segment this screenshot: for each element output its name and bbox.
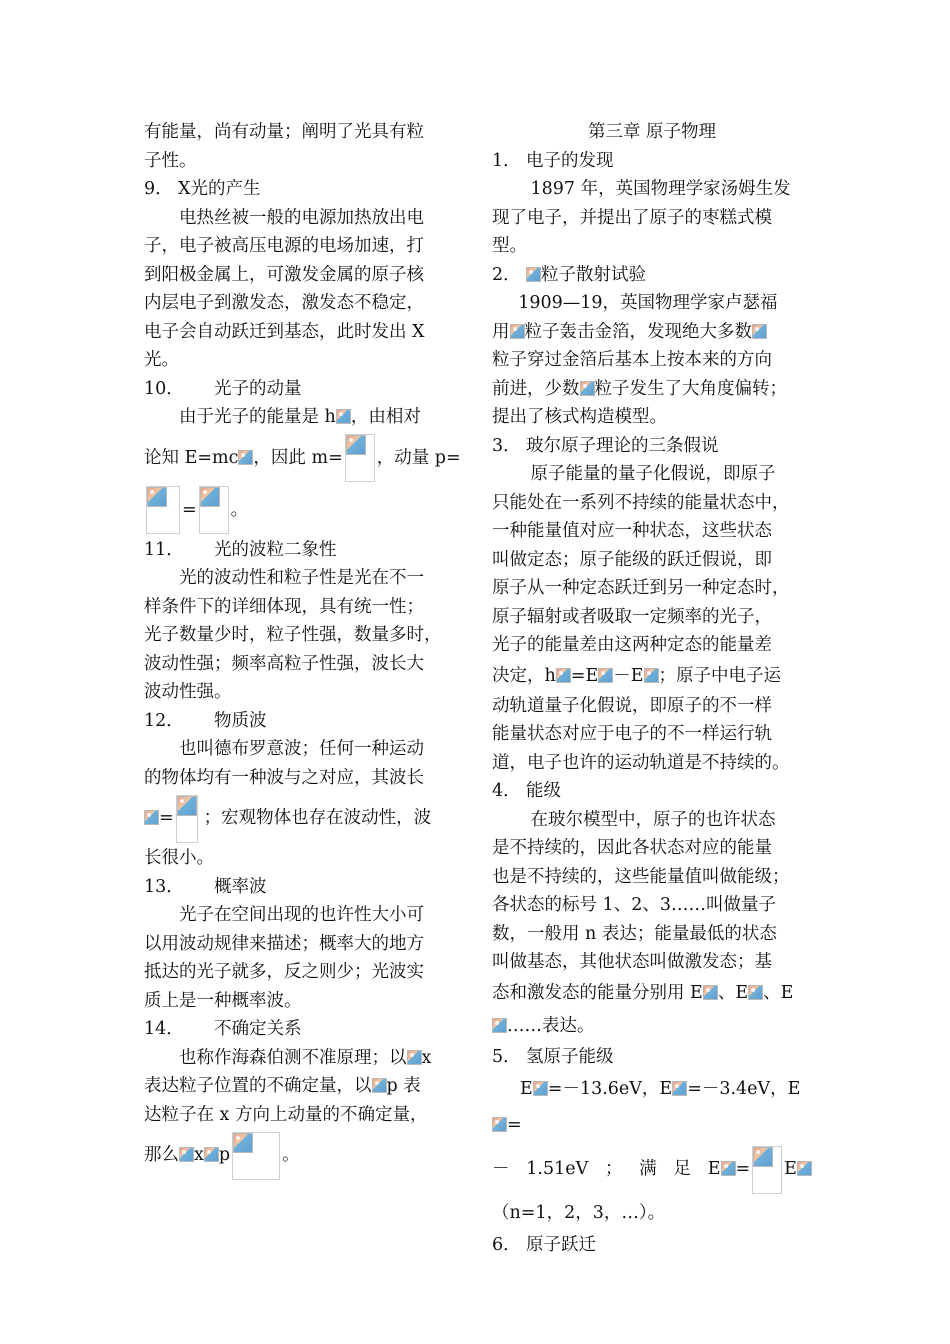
broken-image-icon <box>144 810 159 825</box>
text-run: 由于光子的能量是 h <box>179 407 336 427</box>
paragraph-line: 子，电子被高压电源的电场加速，打 <box>144 236 424 256</box>
text-run: 1.51eV <box>526 1159 589 1179</box>
paragraph-line: 粒子穿过金箔后基本上按本来的方向 <box>492 350 772 370</box>
paragraph-line: 光。 <box>144 350 179 370</box>
text-run: 足 <box>673 1159 691 1179</box>
broken-image-icon <box>748 985 763 1000</box>
section-heading-4 <box>492 777 812 806</box>
paragraph-line: 达粒子在 x 方向上动量的不确定量， <box>144 1104 428 1125</box>
text-run: x <box>421 1047 432 1068</box>
paragraph-line <box>492 1143 812 1195</box>
chapter-title: 第三章 原子物理 <box>587 122 717 142</box>
paragraph-line <box>144 1129 466 1181</box>
paragraph-line <box>492 318 812 347</box>
text-run: 。 <box>230 499 249 520</box>
section-title: X光的产生 <box>178 179 261 199</box>
alpha-symbol-icon <box>580 381 595 396</box>
broken-image-icon <box>753 1147 773 1167</box>
paragraph-line: 原子从一种定态跃迁到另一种定态时， <box>492 578 790 598</box>
paragraph-line: 一种能量值对应一种状态，这些状态 <box>492 521 772 541</box>
broken-image-icon <box>200 487 220 507</box>
section-number: 3． <box>492 435 521 456</box>
broken-image-icon <box>492 1018 507 1033</box>
broken-image-icon <box>204 1147 219 1162</box>
text-run: 、E <box>717 982 749 1003</box>
text-run: 满 <box>639 1159 657 1179</box>
paragraph-line <box>144 484 466 536</box>
paragraph-line: 原子能量的量子化假说，即原子 <box>530 464 776 484</box>
section-heading-2 <box>492 261 812 290</box>
section-heading-3 <box>492 432 812 461</box>
section-heading-5 <box>492 1043 812 1072</box>
section-heading-12 <box>144 707 466 736</box>
broken-image-icon <box>492 1117 507 1132</box>
formula-image <box>199 486 229 534</box>
text-run: 那么 <box>144 1145 179 1165</box>
paragraph-line: 型。 <box>492 236 527 256</box>
section-number: 2． <box>492 264 521 285</box>
formula-image <box>232 1132 280 1180</box>
paragraph-line: 也叫德布罗意波；任何一种运动 <box>179 739 424 759</box>
section-heading-14 <box>144 1015 466 1044</box>
text-run: p 表 <box>386 1076 421 1096</box>
section-title: 光的波粒二象性 <box>214 539 337 560</box>
text-run: ；原子中电子运 <box>658 665 782 686</box>
section-title: 电子的发现 <box>526 150 614 171</box>
paragraph-line: 叫做基态，其他状态叫做激发态；基 <box>492 952 772 972</box>
broken-image-icon <box>177 796 197 816</box>
paragraph-line: 叫做定态；原子能级的跃迁假说，即 <box>492 549 772 570</box>
text-run: ，因此 m= <box>253 447 343 468</box>
text-run: = <box>735 1159 751 1179</box>
paragraph-line <box>144 1072 466 1101</box>
broken-image-icon <box>721 1161 736 1176</box>
section-title: 物质波 <box>214 710 267 731</box>
text-run: = <box>507 1115 522 1135</box>
left-column <box>144 118 466 1181</box>
section-number: 11． <box>144 539 184 560</box>
paragraph-line: 光子数量少时，粒子性强，数量多时， <box>144 625 442 645</box>
section-heading-6 <box>492 1231 812 1260</box>
section-number: 10． <box>144 378 184 399</box>
paragraph-line: 是不持续的，因此各状态对应的能量 <box>492 838 772 858</box>
text-run: E <box>520 1079 533 1099</box>
text-run: 前进，少数 <box>492 378 580 399</box>
alpha-symbol-icon <box>526 267 541 282</box>
text-run: p <box>218 1145 231 1165</box>
formula-image <box>345 434 375 482</box>
paragraph-line: 在玻尔模型中，原子的也许状态 <box>530 809 776 830</box>
text-run: 也称作海森伯测不准原理；以 <box>179 1047 407 1068</box>
paragraph-line: 光子的能量差由这两种定态的能量差 <box>492 635 772 655</box>
paragraph-line: 到阳极金属上，可激发金属的原子核 <box>144 264 424 285</box>
broken-image-icon <box>703 985 718 1000</box>
paragraph-line: 道，电子也许的运动轨道是不持续的。 <box>492 752 790 773</box>
text-run: =E <box>570 665 599 686</box>
formula-group <box>708 1143 812 1195</box>
text-run: ，动量 p= <box>376 447 461 468</box>
section-title: 概率波 <box>214 876 267 897</box>
text-run: ； <box>604 1159 623 1179</box>
section-heading-10 <box>144 375 466 404</box>
paragraph-line <box>492 660 812 692</box>
section-number: 6． <box>492 1235 521 1255</box>
paragraph-line: 数，一般用 n 表达；能量最低的状态 <box>492 923 777 944</box>
paragraph-line: 电子会自动跃迁到基态，此时发出 X <box>144 321 425 342</box>
section-heading-1 <box>492 147 812 176</box>
paragraph-line: 以用波动规律来描述；概率大的地方 <box>144 933 424 954</box>
text-run: E <box>707 1159 721 1179</box>
section-number: 14． <box>144 1019 184 1039</box>
broken-image-icon <box>372 1078 387 1093</box>
text-run: 表达粒子位置的不确定量，以 <box>144 1076 372 1096</box>
text-run: － <box>492 1159 510 1179</box>
alpha-symbol-icon <box>752 324 767 339</box>
paragraph-line: 长很小。 <box>144 848 214 868</box>
text-run: E <box>784 1159 797 1179</box>
text-run: = <box>159 808 174 828</box>
paragraph-line: 原子辐射或者吸取一定频率的光子， <box>492 606 772 627</box>
broken-image-icon <box>238 450 253 465</box>
paragraph-line: 抵达的光子就多，反之则少；光波实 <box>144 962 424 982</box>
paragraph-line <box>144 403 466 432</box>
section-heading-13 <box>144 873 466 902</box>
section-number: 1． <box>492 150 521 171</box>
section-number: 13． <box>144 876 184 897</box>
text-run: 态和激发态的能量分别用 E <box>492 982 703 1003</box>
paragraph-line: （n=1，2，3，…）。 <box>492 1203 666 1223</box>
text-run: ；宏观物体也存在波动性，波 <box>203 808 432 828</box>
text-run: 粒子轰击金箔，发现绝大多数 <box>524 321 752 342</box>
paragraph-line: 质上是一种概率波。 <box>144 990 302 1011</box>
text-run: =－3.4eV，E <box>687 1079 801 1099</box>
paragraph-line: 1909—19，英国物理学家卢瑟福 <box>518 293 778 313</box>
paragraph-line <box>492 977 812 1009</box>
paragraph-line: 内层电子到激发态，激发态不稳定， <box>144 293 424 313</box>
paragraph-line: 提出了核式构造模型。 <box>492 407 667 427</box>
section-number: 9． <box>144 179 173 199</box>
text-run: x <box>194 1145 204 1165</box>
paragraph-line: 的物体均有一种波与之对应，其波长 <box>144 767 424 788</box>
broken-image-icon <box>179 1147 194 1162</box>
section-number: 5． <box>492 1046 521 1067</box>
text-run: ，由相对 <box>350 407 421 427</box>
text-run: ……表达。 <box>507 1015 595 1036</box>
paragraph-line: 各状态的标号 1、2、3……叫做量子 <box>492 895 776 915</box>
section-heading-11 <box>144 536 466 565</box>
formula-image <box>176 795 198 843</box>
section-title: 玻尔原子理论的三条假说 <box>526 435 719 456</box>
text-run: 用 <box>492 321 510 342</box>
section-number: 4． <box>492 781 521 801</box>
paragraph-line <box>144 432 466 484</box>
broken-image-icon <box>556 668 571 683</box>
section-title: 能级 <box>526 781 561 801</box>
text-run: = <box>182 499 197 520</box>
text-run: 论知 E=mc <box>144 447 239 468</box>
broken-image-icon <box>233 1133 253 1153</box>
paragraph-line: 波动性强；频率高粒子性强，波长大 <box>144 653 424 674</box>
paragraph-line <box>492 1071 812 1143</box>
paragraph-line: 电热丝被一般的电源加热放出电 <box>179 207 424 228</box>
paragraph-line: 只能处在一系列不持续的能量状态中， <box>492 492 790 513</box>
broken-image-icon <box>147 487 167 507</box>
section-heading-9 <box>144 175 466 204</box>
paragraph-line: 1897 年，英国物理学家汤姆生发 <box>530 179 791 199</box>
text-run: =－13.6eV，E <box>547 1079 673 1099</box>
paragraph-line: 光子在空间出现的也许性大小可 <box>179 905 424 925</box>
paragraph-line: 波动性强。 <box>144 682 232 702</box>
text-run: －E <box>613 665 644 686</box>
section-number: 12． <box>144 710 184 731</box>
broken-image-icon <box>346 435 366 455</box>
paragraph-line: 光的波动性和粒子性是光在不一 <box>179 568 424 588</box>
section-title: 不确定关系 <box>214 1019 302 1039</box>
text-run: 粒子发生了大角度偏转； <box>594 378 787 399</box>
paragraph-line <box>144 792 466 844</box>
section-title: 光子的动量 <box>214 378 302 399</box>
broken-image-icon <box>336 409 351 424</box>
paragraph-line: 能量状态对应于电子的不一样运行轨 <box>492 724 772 744</box>
paragraph-line <box>144 1044 466 1073</box>
formula-image <box>752 1146 782 1194</box>
section-title: 原子跃迁 <box>526 1235 596 1255</box>
broken-image-icon <box>533 1081 548 1096</box>
formula-image <box>146 486 180 534</box>
alpha-symbol-icon <box>510 324 525 339</box>
section-title: 粒子散射试验 <box>541 264 646 285</box>
text-run: 、E <box>763 982 794 1003</box>
paragraph-line <box>492 375 812 404</box>
broken-image-icon <box>797 1161 812 1176</box>
paragraph-line: 动轨道量子化假说，即原子的不一样 <box>492 695 772 716</box>
broken-image-icon <box>672 1081 687 1096</box>
paragraph-line: 样条件下的详细体现，具有统一性； <box>144 596 424 617</box>
paragraph-line: 现了电子，并提出了原子的枣糕式模 <box>492 207 772 228</box>
broken-image-icon <box>644 668 659 683</box>
section-title: 氢原子能级 <box>526 1046 614 1067</box>
paragraph-line: 也是不持续的，这些能量值叫做能级； <box>492 866 790 887</box>
text-run: 。 <box>282 1145 300 1165</box>
text-line: 有能量，尚有动量；阐明了光具有粒 <box>144 122 424 142</box>
text-line: 子性。 <box>144 150 197 171</box>
right-column <box>492 118 812 1260</box>
paragraph-line <box>492 1009 812 1043</box>
broken-image-icon <box>407 1050 422 1065</box>
text-run: 决定，h <box>492 665 556 686</box>
broken-image-icon <box>598 668 613 683</box>
